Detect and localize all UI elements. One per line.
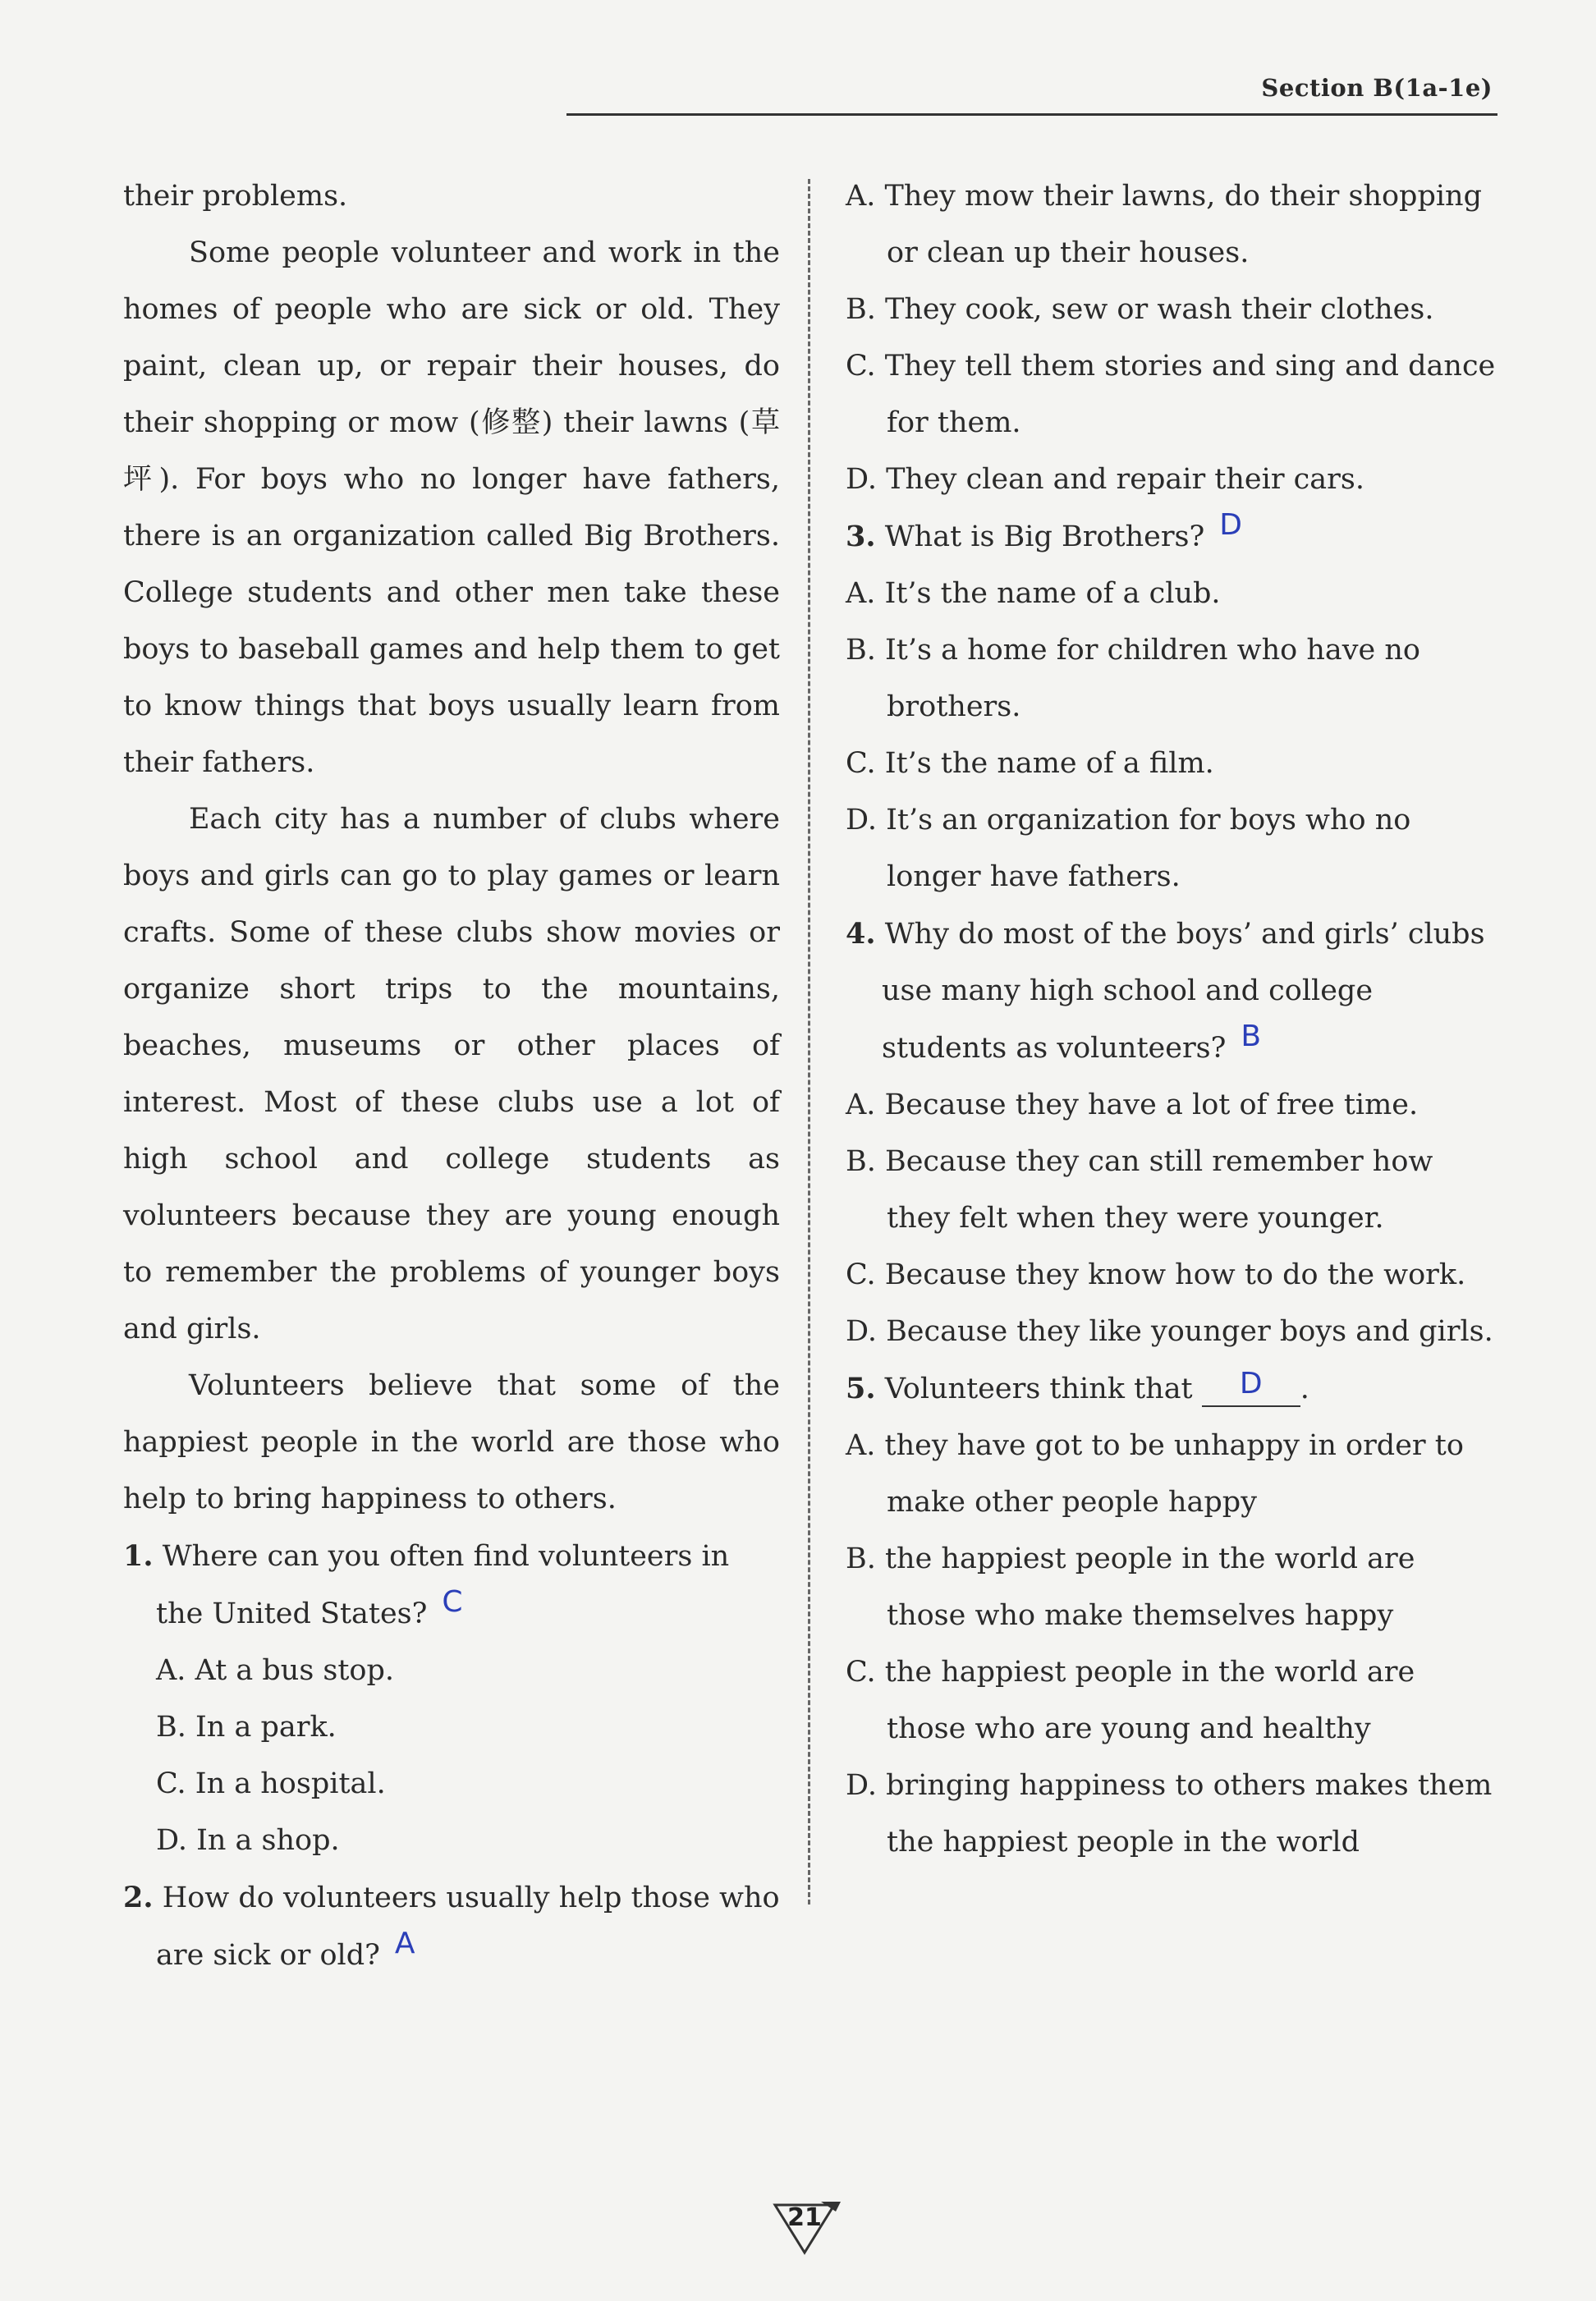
passage-paragraph: Some people volunteer and work in the homes of people who are sick or old. They paint, clean up, or repair their houses, do their shopping or mow (修整) their lawns (草坪). For boys who no longer have fathers, there is an organization called Big Brothers. College students and other men take these boys to baseball games and help them to get to know things that boys usually learn from their fathers.	[123, 236, 780, 779]
answer-mark: D	[1239, 1367, 1263, 1400]
question-number: 5.	[846, 1372, 876, 1405]
question-number: 2.	[123, 1881, 154, 1914]
option: D. It’s an organization for boys who no longer have fathers.	[846, 804, 1411, 893]
option: C. In a hospital.	[156, 1767, 386, 1800]
option: C. It’s the name of a film.	[846, 747, 1214, 780]
page-number: 21	[787, 2203, 822, 2232]
option: B. It’s a home for children who have no brothers.	[846, 634, 1420, 723]
answer-mark: A	[394, 1927, 415, 1960]
passage-paragraph: Each city has a number of clubs where boys and girls can go to play games or learn crafts. Some of these clubs show movies or organize short trips to the mountains, beaches, museums or other places of interest. Most of these clubs use a lot of high school and college students as volunteers because they are young enough to remember the problems of younger boys and girls.	[123, 803, 780, 1345]
question-number: 3.	[846, 520, 876, 553]
answer-blank	[1202, 1367, 1300, 1407]
question-4	[846, 905, 1499, 1077]
left-column	[123, 168, 780, 1984]
question-text: Volunteers think that	[884, 1373, 1193, 1405]
option: A. They mow their lawns, do their shopping or clean up their houses.	[846, 180, 1483, 269]
answer-mark: D	[1219, 508, 1243, 542]
option: B. Because they can still remember how they felt when they were younger.	[846, 1145, 1433, 1235]
column-divider	[808, 179, 810, 1905]
answer-mark: B	[1241, 1020, 1262, 1053]
option: D. Because they like younger boys and girls.	[846, 1315, 1493, 1348]
option: D. They clean and repair their cars.	[846, 463, 1364, 496]
question-5	[846, 1360, 1499, 1418]
page-number-badge	[770, 2200, 844, 2257]
right-column	[846, 168, 1499, 1871]
option: A. It’s the name of a club.	[846, 577, 1221, 610]
option: B. In a park.	[156, 1711, 337, 1744]
question-number: 1.	[123, 1539, 154, 1573]
question-2	[123, 1869, 780, 1984]
passage-paragraph: Volunteers believe that some of the happiest people in the world are those who help to bring happiness to others.	[123, 1369, 780, 1515]
question-text: How do volunteers usually help those who are sick or old?	[156, 1882, 780, 1972]
option: C. the happiest people in the world are those who are young and healthy	[846, 1656, 1415, 1745]
option: B. the happiest people in the world are those who make themselves happy	[846, 1542, 1415, 1632]
question-text: Why do most of the boys’ and girls’ clubs use many high school and college students as volunteers?	[882, 918, 1485, 1065]
option: A. At a bus stop.	[156, 1654, 395, 1687]
answer-mark: C	[442, 1585, 463, 1619]
section-header	[566, 72, 1497, 116]
question-number: 4.	[846, 917, 876, 951]
question-text: Where can you often find volunteers in the United States?	[156, 1540, 730, 1630]
question-text-end: .	[1300, 1373, 1309, 1405]
question-1	[123, 1528, 780, 1643]
question-text: What is Big Brothers?	[884, 520, 1205, 553]
option: A. they have got to be unhappy in order to make other people happy	[846, 1429, 1464, 1519]
option: D. bringing happiness to others makes them the happiest people in the world	[846, 1769, 1493, 1859]
option: D. In a shop.	[156, 1824, 340, 1857]
passage-paragraph: their problems.	[123, 180, 348, 213]
option: A. Because they have a lot of free time.	[846, 1089, 1419, 1121]
section-label: Section B(1a-1e)	[1261, 74, 1493, 102]
option: B. They cook, sew or wash their clothes.	[846, 293, 1434, 326]
option: C. They tell them stories and sing and dance for them.	[846, 350, 1496, 439]
option: C. Because they know how to do the work.	[846, 1258, 1466, 1291]
question-3	[846, 508, 1499, 566]
